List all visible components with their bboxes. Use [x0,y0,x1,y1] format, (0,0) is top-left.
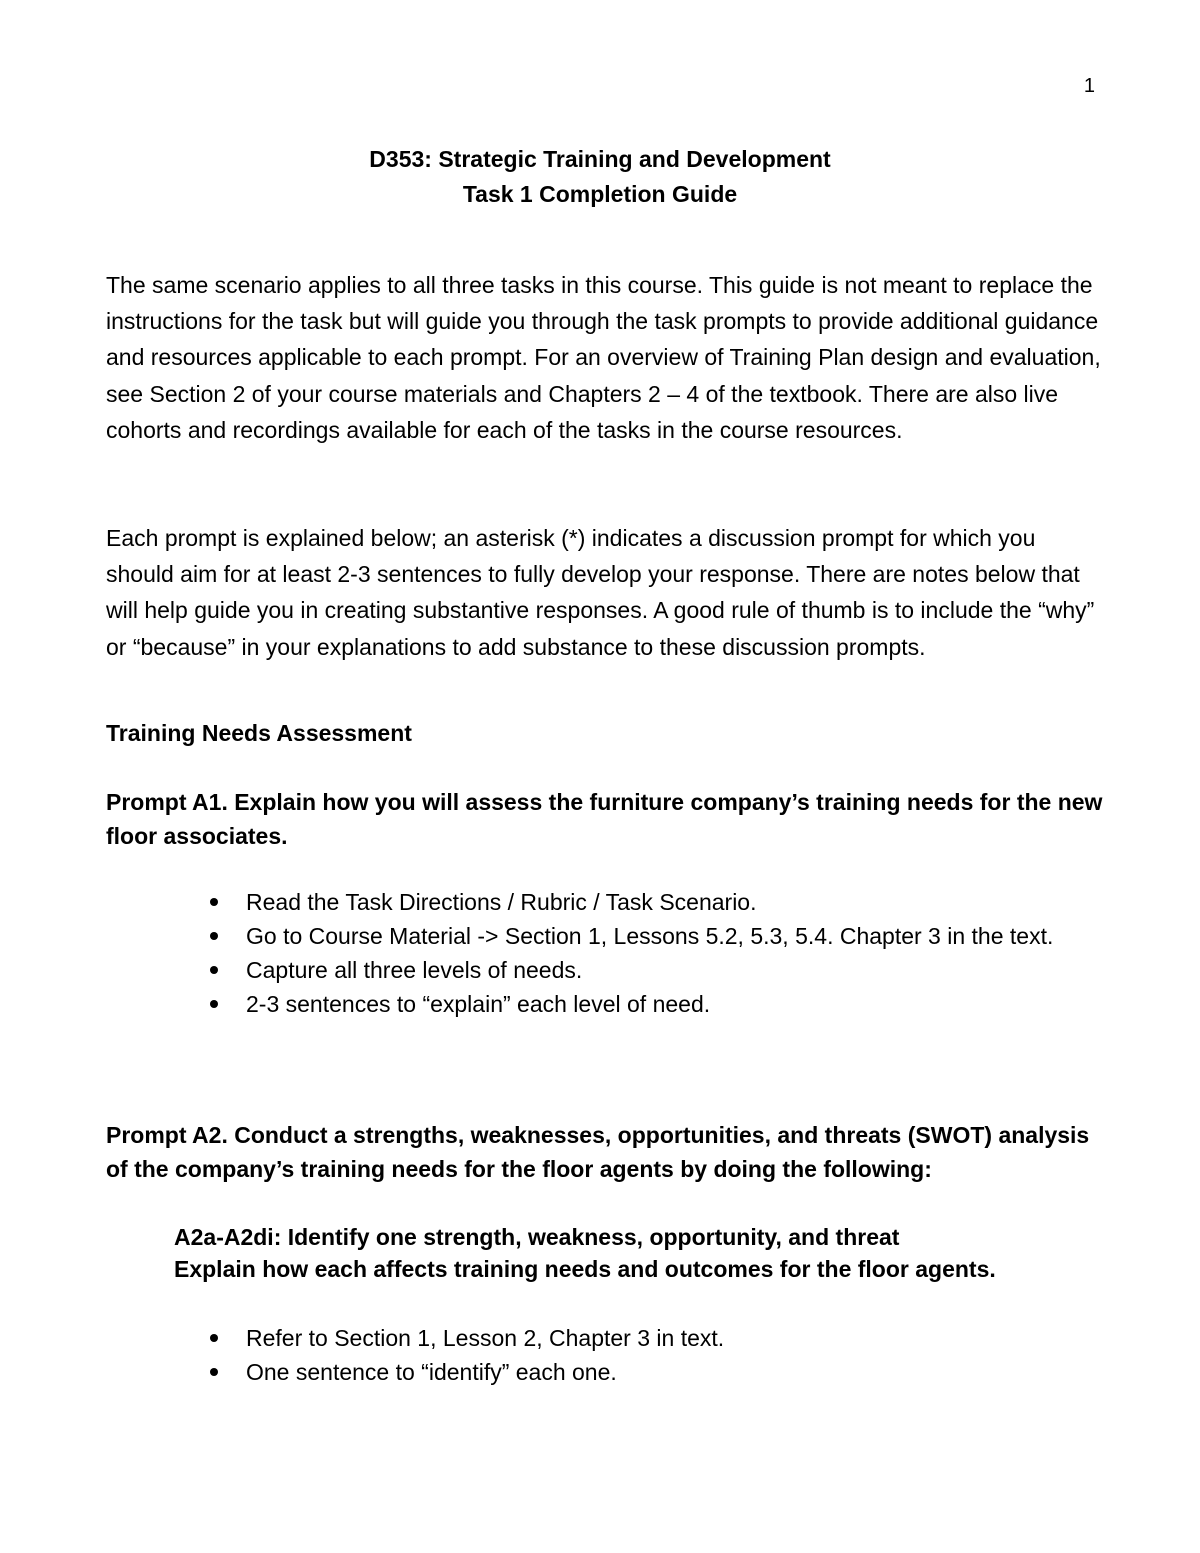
intro-paragraph: The same scenario applies to all three tasks in this course. This guide is not meant to replace the instructions for the task but will guide you through the task prompts to provide additional guidance and resources applicable to each prompt. For an overview of Training Plan design and evaluation, see Section 2 of your course materials and Chapters 2 – 4 of the textbook. There are also live cohorts and recordings available for each of the tasks in the course resources. [106,272,1101,443]
bullet-icon [210,1368,218,1376]
list-item-text: Read the Task Directions / Rubric / Task Scenario. [246,889,757,915]
list-item [210,1355,1090,1389]
section-heading-training-needs-assessment: Training Needs Assessment [106,720,412,746]
prompt-a1-heading: Prompt A1. Explain how you will assess the furniture company’s training needs for the new floor associates. [106,789,1103,849]
bullet-icon [210,898,218,906]
list-item-text: One sentence to “identify” each one. [246,1359,617,1385]
list-item-text: Go to Course Material -> Section 1, Lessons 5.2, 5.3, 5.4. Chapter 3 in the text. [246,923,1054,949]
list-item [210,919,1090,953]
instructions-paragraph: Each prompt is explained below; an asterisk (*) indicates a discussion prompt for which you should aim for at least 2-3 sentences to fully develop your response. There are notes below that will help guide you in creating substantive responses. A good rule of thumb is to include the “why” or “because” in your explanations to add substance to these discussion prompts. [106,525,1095,660]
prompt-a2-sub-line-identify: A2a-A2di: Identify one strength, weakness, opportunity, and threat [174,1224,900,1250]
list-item [210,953,1090,987]
list-item [210,885,1090,919]
prompt-a2-sub-line-explain: Explain how each affects training needs and outcomes for the floor agents. [174,1256,996,1282]
list-item-text: Capture all three levels of needs. [246,957,583,983]
bullet-icon [210,966,218,974]
course-title: D353: Strategic Training and Development [369,146,831,172]
prompt-a2-bullet-list [210,1321,1090,1389]
page-number: 1 [1083,75,1095,97]
list-item-text: Refer to Section 1, Lesson 2, Chapter 3 in text. [246,1325,725,1351]
bullet-icon [210,1000,218,1008]
list-item [210,987,1090,1021]
list-item [210,1321,1090,1355]
guide-title: Task 1 Completion Guide [462,181,738,207]
bullet-icon [210,932,218,940]
document-title [0,142,1200,212]
prompt-a2-subheading [174,1221,1074,1285]
prompt-a2-heading: Prompt A2. Conduct a strengths, weaknesses, opportunities, and threats (SWOT) analysis of the company’s training needs for the floor agents by doing the following: [106,1122,1090,1182]
prompt-a1-bullet-list [210,885,1090,1021]
bullet-icon [210,1334,218,1342]
list-item-text: 2-3 sentences to “explain” each level of need. [246,991,711,1017]
